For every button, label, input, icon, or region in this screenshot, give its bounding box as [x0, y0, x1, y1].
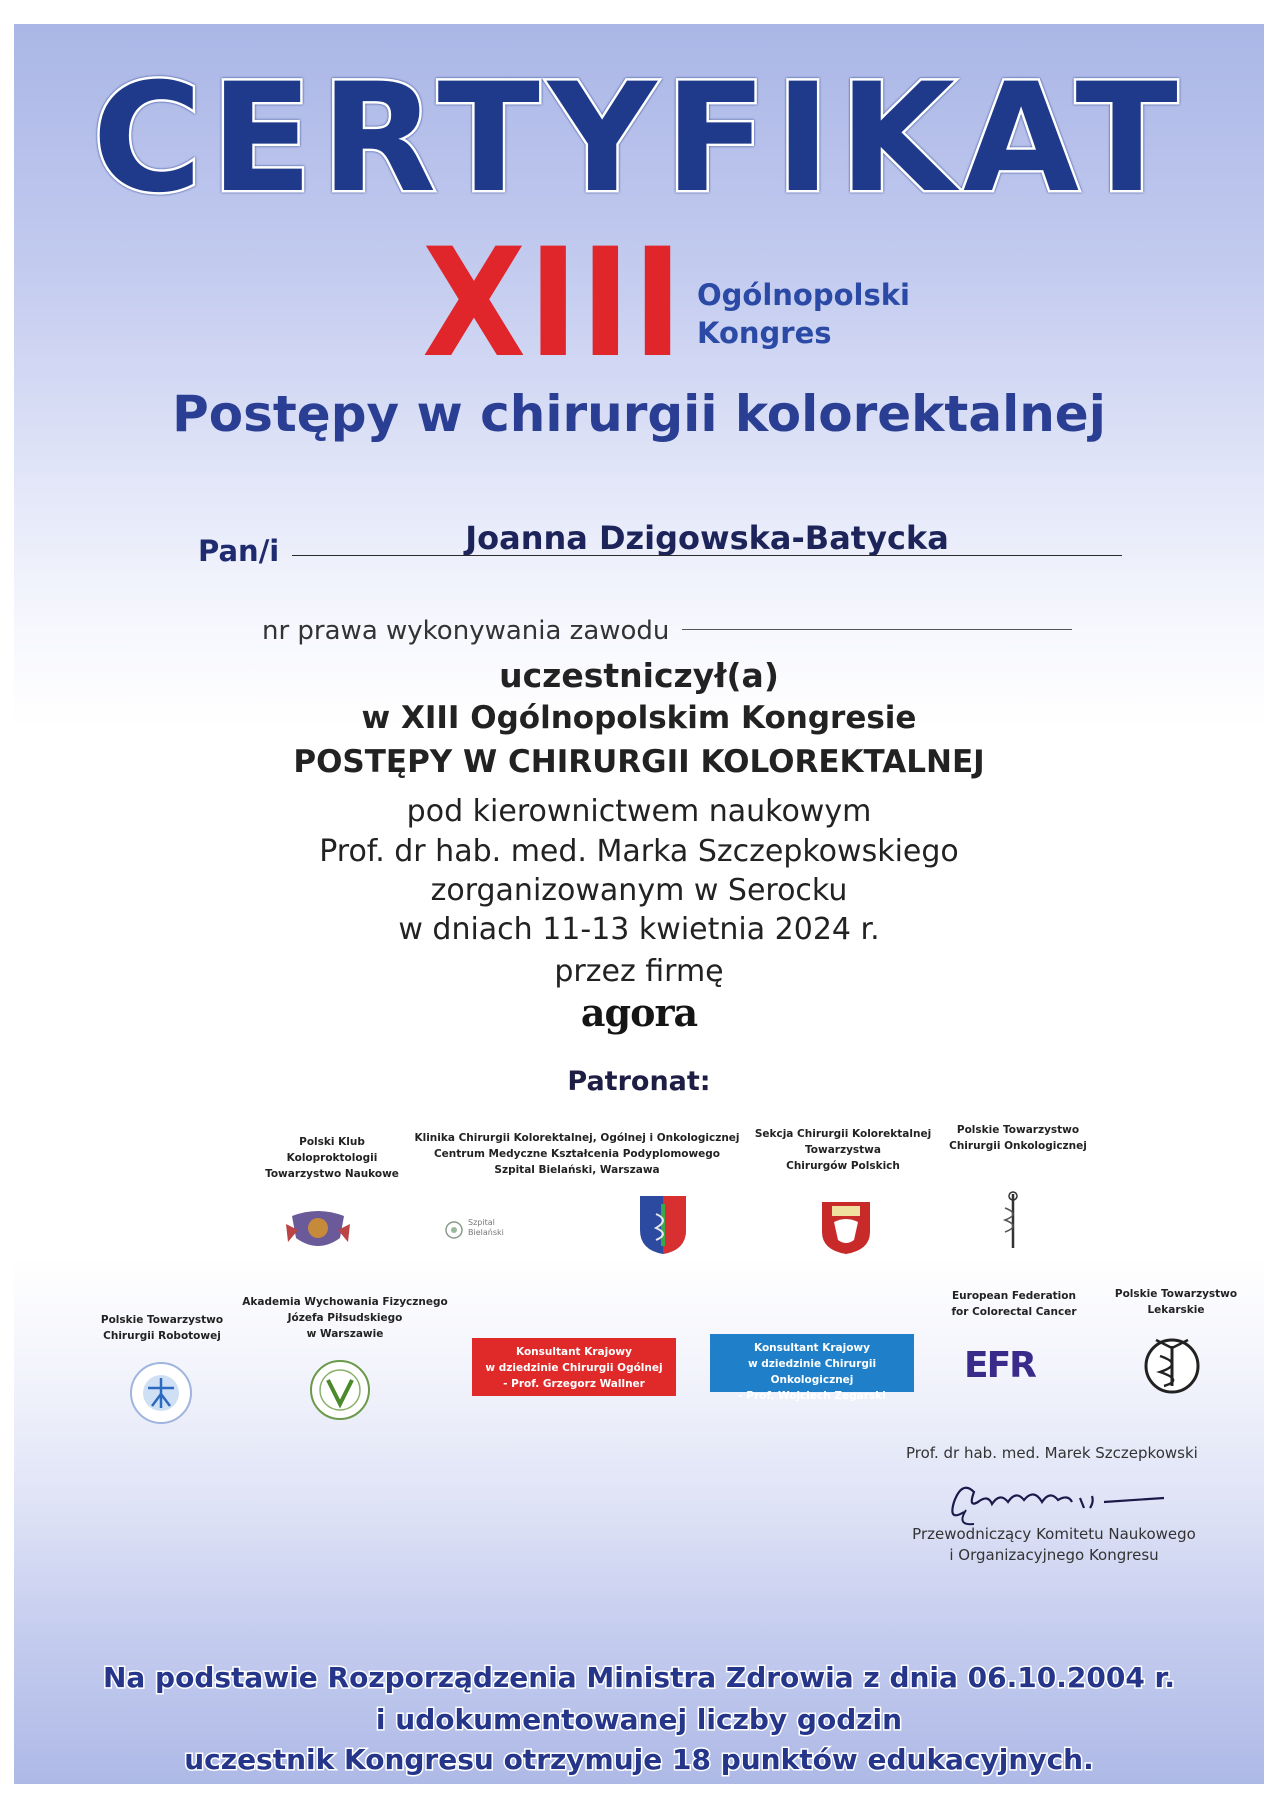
dates-text: w dniach 11-13 kwietnia 2024 r. — [398, 912, 880, 947]
organizer-label: przez firmę — [554, 954, 724, 989]
certificate-title: CERTYFIKAT — [92, 52, 1186, 226]
footer-points-text: uczestnik Kongresu otrzymuje 18 punktów edukacyjnych. — [184, 1743, 1094, 1776]
consultant-oncology-surgery-badge: Konsultant Krajowy w dziedzinie Chirurgii Onkologicznej - Prof. Wojciech Zegarski — [710, 1334, 914, 1392]
patron-tchp-section-name: Sekcja Chirurgii Kolorektalnej Towarzystwa Chirurgów Polskich — [754, 1128, 932, 1172]
signatory-role-line2: i Organizacyjnego Kongresu — [949, 1546, 1159, 1564]
szpital-bielanski-logo — [444, 1216, 534, 1246]
patron-pkk-name: Polski Klub Koloproktologii Towarzystwo Naukowe — [265, 1136, 399, 1180]
location-text: zorganizowanym w Serocku — [430, 873, 848, 908]
efr-logo-text: EFR — [964, 1345, 1035, 1386]
scientific-direction-label: pod kierownictwem naukowym — [406, 794, 872, 829]
recipient-label: Pan/i — [198, 534, 280, 568]
patron-awf-name: Akademia Wychowania Fizycznego Józefa Piłsudskiego w Warszawie — [242, 1296, 448, 1340]
signatory-role-line1: Przewodniczący Komitetu Naukowego — [912, 1525, 1196, 1543]
recipient-name-line — [292, 554, 1122, 556]
signatory-role — [894, 1524, 1214, 1566]
handwritten-signature-icon — [944, 1472, 1174, 1528]
scientific-director-name: Prof. dr hab. med. Marka Szczepkowskiego — [319, 834, 959, 869]
patron-efr-name: European Federation for Colorectal Cancer — [951, 1290, 1077, 1318]
footer-hours-text: i udokumentowanej liczby godzin — [375, 1703, 903, 1736]
pkk-crest-icon — [282, 1208, 354, 1254]
patron-ptl-name: Polskie Towarzystwo Lekarskie — [1114, 1288, 1238, 1316]
recipient-name: Joanna Dzigowska-Batycka — [465, 519, 949, 557]
event-type-line1: Ogólnopolski — [697, 278, 910, 312]
ptl-crest-icon — [1142, 1334, 1202, 1396]
patron-ptcho-name: Polskie Towarzystwo Chirurgii Onkologicznej — [949, 1124, 1087, 1152]
certificate-sheet — [14, 24, 1264, 1784]
awf-emblem-icon — [308, 1358, 372, 1422]
ptcho-staff-icon — [1000, 1190, 1026, 1252]
congress-title-caps: POSTĘPY W CHIRURGII KOLOREKTALNEJ — [293, 744, 985, 780]
cmkp-shield-icon — [638, 1194, 688, 1256]
ptcr-robot-logo-icon — [128, 1360, 194, 1426]
tchp-eagle-crest-icon — [820, 1200, 872, 1256]
event-type-line2: Kongres — [697, 316, 832, 350]
footer-legal-basis: Na podstawie Rozporządzenia Ministra Zdrowia z dnia 06.10.2004 r. — [102, 1661, 1175, 1694]
consultant-general-surgery-badge: Konsultant Krajowy w dziedzinie Chirurgii Ogólnej - Prof. Grzegorz Wallner — [472, 1338, 676, 1396]
congress-name-line: w XIII Ogólnopolskim Kongresie — [361, 700, 917, 736]
license-number-label: nr prawa wykonywania zawodu — [262, 616, 670, 646]
szpital-logo-line2: Bielański — [468, 1228, 504, 1237]
signatory-name: Prof. dr hab. med. Marek Szczepkowski — [906, 1444, 1198, 1462]
event-subtitle: Postępy w chirurgii kolorektalnej — [172, 385, 1106, 443]
flower-icon — [444, 1220, 464, 1240]
license-number-line — [682, 628, 1072, 630]
agora-logo: agora — [580, 990, 698, 1035]
patron-ptcr-name: Polskie Towarzystwo Chirurgii Robotowej — [100, 1314, 224, 1342]
szpital-logo-line1: Szpital — [468, 1218, 495, 1227]
efr-logo — [964, 1346, 1074, 1386]
edition-number: XIII — [422, 217, 685, 391]
patronage-heading: Patronat: — [567, 1066, 711, 1097]
event-type — [697, 276, 910, 352]
participation-text: uczestniczył(a) — [499, 656, 779, 695]
patron-bielanski-name: Klinika Chirurgii Kolorektalnej, Ogólnej i Onkologicznej Centrum Medyczne Kształcenia Podyplomowego Szpital Bielański, Warszawa — [414, 1132, 740, 1176]
